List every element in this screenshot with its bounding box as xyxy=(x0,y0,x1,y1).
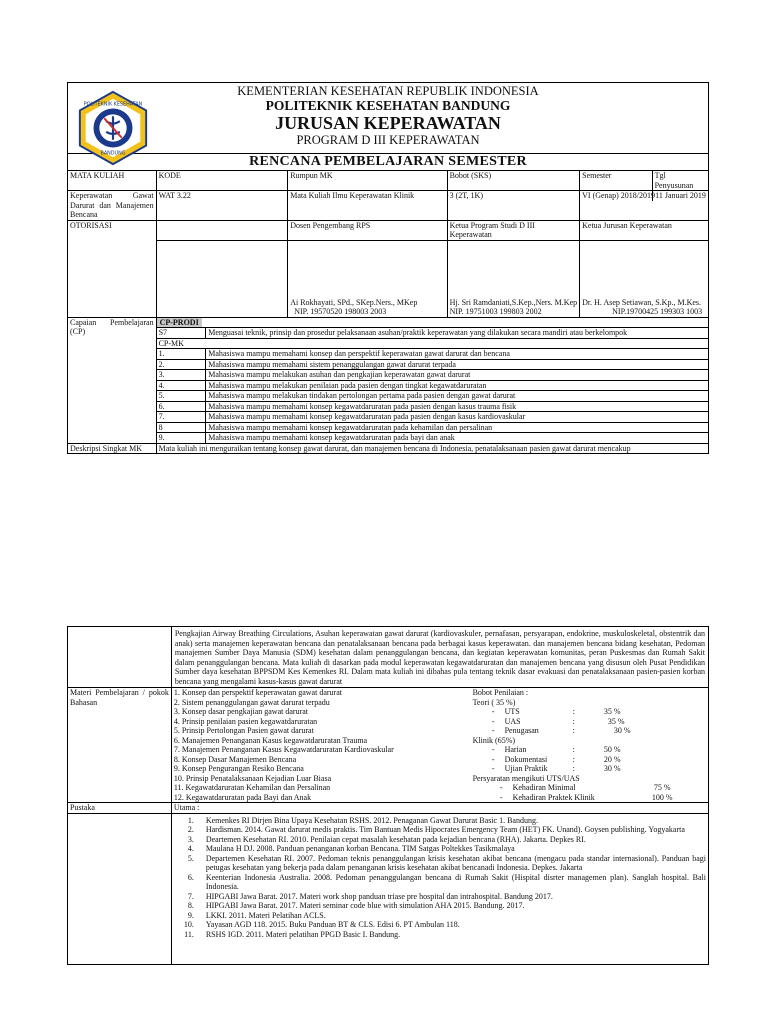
deskripsi-continued-row xyxy=(68,627,709,688)
cp-mk-text: Mahasiswa mampu memahami konsep kegawatdaruratan pada pasien dengan kasus kardiovaskular xyxy=(206,412,709,423)
label-cp: Capaian Pembelajaran (CP) xyxy=(68,317,157,443)
cp-s7-code: S7 xyxy=(156,328,206,339)
cp-mk-item xyxy=(68,349,709,360)
label-deskripsi: Deskripsi Singkat MK xyxy=(68,443,157,454)
cp-mk-no: 4. xyxy=(156,380,206,391)
cp-mk-no: 2. xyxy=(156,359,206,370)
cp-mk-no: 7. xyxy=(156,412,206,423)
label-semester: Semester xyxy=(580,171,652,190)
kaprodi-name: Hj. Sri Ramdaniati,S.Kep.,Ners. M.Kep xyxy=(449,297,578,307)
materi-item: 11. Kegawatdaruratan Kehamilan dan Persalinan xyxy=(173,783,331,792)
pustaka-item: 11. RSHS IGD. 2011. Materi pelatihan PPGD Basic I. Bandung. xyxy=(196,930,706,940)
label-bobot: Bobot (SKS) xyxy=(447,171,580,191)
cp-mk-item xyxy=(68,412,709,423)
bobot-harian: - Harian : 50 % xyxy=(491,745,621,754)
materi-item: 9. Konsep Pengurangan Resiko Bencana xyxy=(173,764,304,773)
materi-item: 8. Konsep Dasar Manajemen Bencana xyxy=(173,754,297,764)
label-otorisasi: OTORISASI xyxy=(68,220,157,317)
deskripsi-text-part1: Mata kuliah ini menguraikan tentang konsep gawat darurat, dan manajemen bencana di Indonesia, penatalaksanaan pasien gawat darurat mencakup xyxy=(156,443,708,454)
cp-mk-item xyxy=(68,391,709,402)
kaprodi-title: Ketua Program Studi D III Keperawatan xyxy=(447,220,580,240)
cp-mk-text: Mahasiswa mampu memahami konsep kegawatdaruratan pada bayi dan anak xyxy=(206,433,709,444)
pustaka-item: 1. Kemenkes RI Dirjen Bina Upaya Kesehatan RSHS. 2012. Penaganan Gawat Darurat Basic 1. Bandung. xyxy=(196,816,706,826)
value-rumpun: Mata Kuliah Ilmu Keperawatan Klinik xyxy=(288,191,447,221)
kajur-nip: NIP.19700425 199303 1003 xyxy=(612,307,703,316)
cp-mk-no: 3. xyxy=(156,370,206,381)
materi-item: 6. Manajemen Penanganan Kasus kegawatdaruratan Trauma xyxy=(173,735,368,745)
value-mata-kuliah: Keperawatan Gawat Darurat dan Manajemen Bencana xyxy=(68,191,157,221)
bobot-syarat: Persyaratan mengikuti UTS/UAS xyxy=(472,773,580,783)
polytechnic-name: POLITEKNIK KESEHATAN BANDUNG xyxy=(265,98,511,113)
ministry-name: KEMENTERIAN KESEHATAN REPUBLIK INDONESIA xyxy=(237,84,539,98)
cp-mk-item xyxy=(68,359,709,370)
materi-item: 4. Prinsip penilaian pasien kegawatdaruratan xyxy=(173,716,318,726)
dosen-nip: NIP. 19570520 198003 2003 xyxy=(294,307,387,316)
label-mata-kuliah: MATA KULIAH xyxy=(68,171,157,191)
header-text xyxy=(68,83,708,147)
kaprodi-nip: NIP. 19751003 199803 2002 xyxy=(449,307,542,316)
department-name: JURUSAN KEPERAWATAN xyxy=(275,113,501,133)
value-tgl: 11 Januari 2019 xyxy=(655,191,706,200)
rps-table-page-2 xyxy=(67,626,709,965)
materi-item: 3. Konsep dasar pengkajian gawat darurat xyxy=(173,707,308,716)
value-bobot: 3 (2T, 1K) xyxy=(447,191,580,221)
cp-mk-item xyxy=(68,422,709,433)
program-name: PROGRAM D III KEPERAWATAN xyxy=(296,133,480,147)
logo-text-top: POLITEKNIK KESEHATAN xyxy=(83,101,143,108)
bobot-teori: Teori ( 35 %) xyxy=(472,697,516,707)
materi-item: 7. Manajemen Penanganan Kasus Kegawatdaruratan Kardiovaskular xyxy=(173,745,394,754)
pustaka-item: 8. HIPGABI Jawa Barat. 2017. Materi seminar code blue with simulation AHA 2015. Bandung. 2017. xyxy=(196,901,706,911)
kajur-name: Dr. H. Asep Setiawan, S.Kp., M.Kes. xyxy=(582,297,702,307)
cp-mk-no: 1. xyxy=(156,349,206,360)
label-rumpun: Rumpun MK xyxy=(288,171,447,191)
bobot-penilaian xyxy=(471,688,709,803)
bobot-uts: - UTS : 35 % xyxy=(491,707,621,716)
bobot-klinik: Klinik (65%) xyxy=(472,735,516,745)
cp-mk-text: Mahasiswa mampu memahami konsep kegawatdaruratan pada kehamilan dan persalinan xyxy=(206,422,709,433)
dosen-signature xyxy=(288,240,447,317)
cp-prodi-label: CP-PRODI xyxy=(157,318,202,328)
cp-mk-no: 9. xyxy=(156,433,206,444)
cp-mk-text: Mahasiswa mampu melakukan penilaian pada pasien dengan tingkat kegawatdaruratan xyxy=(206,380,709,391)
cp-mk-item xyxy=(68,401,709,412)
cp-mk-text: Mahasiswa mampu melakukan tindakan pertolongan pertama pada pasien dengan gawat darurat xyxy=(206,391,709,402)
cp-s7-text: Menguasai teknik, prinsip dan prosedur pelaksanaan asuhan/praktik keperawatan yang dilakukan secara mandiri atau berkelompok xyxy=(206,328,709,339)
cp-mk-row xyxy=(68,338,709,349)
bobot-kehadiran-praktek: - Kehadiran Praktek Klinik 100 % xyxy=(499,792,673,802)
cp-mk-no: 8 xyxy=(156,422,206,433)
cp-s7-row xyxy=(68,328,709,339)
kajur-signature xyxy=(580,240,709,317)
pustaka-item: 4. Maulana H DJ. 2008. Panduan penanganan korban Bencana. TIM Satgas Poltekkes Tasikmalaya xyxy=(196,844,706,854)
kaprodi-signature xyxy=(447,240,580,317)
materi-row xyxy=(68,688,709,803)
label-pustaka: Pustaka xyxy=(68,803,172,814)
course-label-row xyxy=(68,171,709,191)
pustaka-list xyxy=(171,813,708,964)
materi-item: 12. Kegawatdaruratan pada Bayi dan Anak xyxy=(173,792,312,802)
signature-row xyxy=(68,240,709,317)
materi-item: 2. Sistem penanggulangan gawat darurat terpadu xyxy=(173,697,330,707)
document-title: RENCANA PEMBELAJARAN SEMESTER xyxy=(68,154,709,171)
dosen-name: Ai Rokhayati, SPd., SKep.Ners., MKep xyxy=(290,297,418,307)
cp-mk-text: Mahasiswa mampu memahami sistem penanggulangan gawat darurat terpada xyxy=(206,359,709,370)
poltekkes-bandung-logo-icon xyxy=(74,89,152,167)
logo xyxy=(74,89,152,170)
pustaka-item: 10. Yayasan AGD 118. 2015. Buku Panduan BT & CLS. Edisi 6. PT Ambulan 118. xyxy=(196,920,706,930)
pustaka-ordered-list xyxy=(174,816,706,940)
cp-mk-text: Mahasiswa mampu memahami konsep dan perspektif keperawatan gawat darurat dan bencana xyxy=(206,349,709,360)
bobot-kehadiran-minimal: - Kehadiran Minimal 75 % xyxy=(499,783,671,792)
cp-mk-item xyxy=(68,370,709,381)
course-value-row xyxy=(68,191,709,221)
cp-mk-item xyxy=(68,380,709,391)
cp-mk-label: CP-MK xyxy=(156,338,708,349)
materi-list xyxy=(171,688,470,803)
cp-mk-item xyxy=(68,433,709,444)
pustaka-item: 9. LKKI. 2011. Materi Pelatihan ACLS. xyxy=(196,911,706,921)
label-kode: KODE xyxy=(156,171,288,191)
pustaka-item: 6. Keenterian Indonesia Australia. 2008. Pedoman penanggulangan bencana di Rumah Sakit (Hispital disrter managemen plan). Sanglah hospital. Bali Indonesia. xyxy=(196,873,706,892)
cp-mk-text: Mahasiswa mampu memahami konsep kegawatdaruratan pada pasien dengan kasus trauma fisik xyxy=(206,401,709,412)
pustaka-item: 3. Deartemen Kesehatan RI. 2010. Penilaian cepat masalah kesehatan pada kejadian bencana (RHA). Jakarta. Depkes RI. xyxy=(196,835,706,845)
deskripsi-text-part2: Pengkajian Airway Breathing Circulations, Asuhan keperawatan gawat darurat (kardiovaskuler, pernafasan, persyarapan, endokrine, muskuloskeletal, obstentrik dan anak) serta manajemen keperawatan bencana dan penatalaksanaan bencana pada berbagai kasus keperawatan. dan manajemen bencana bidang kesehatan, Pedoman manajemen Sumber Daya Manusia (SDM) kesehatan dalam penanggulangan bencana, dan kegiatan keperawatan komunitas, peran Puskesmas dan Rumah Sakit dalam penanggulangan bencana. Mata kuliah di dasarkan pada modul keperawatan kegawatdaruratan dan manajemen bencana yang disusun oleh Pusat Pendidikan Sumber daya kesehatan BPPSDM Kes Kemenkes RI. Dalam mata kuliah ini dibahas pula tentang teknik dasar evakuasi dan penatalaksanaan pasien-pasien korban bencana yang mengalami kasus-kasus gawat darurat xyxy=(171,627,708,688)
cp-prodi-row xyxy=(68,317,709,328)
bobot-uas: - UAS : 35 % xyxy=(491,716,625,726)
materi-item: 5. Prinsip Pertolongan Pasien gawat darurat xyxy=(173,726,314,735)
pustaka-list-row xyxy=(68,813,709,964)
title-row xyxy=(68,154,709,171)
pustaka-item: 7. HIPGABI Jawa Barat. 2017. Materi work shop panduan triase pre hospital dan intrahospital. Bandung 2017. xyxy=(196,892,706,902)
otorisasi-row xyxy=(68,220,709,240)
value-kode: WAT 3.22 xyxy=(156,191,288,221)
header-row xyxy=(68,83,709,154)
cp-mk-no: 5. xyxy=(156,391,206,402)
bobot-title: Bobot Penilaian : xyxy=(472,688,529,697)
cp-mk-no: 6. xyxy=(156,401,206,412)
bobot-ujian: - Ujian Praktik : 30 % xyxy=(491,764,621,773)
materi-item: 1. Konsep dan perspektif keperawatan gawat darurat xyxy=(173,688,342,697)
bobot-penugasan: - Penugasan : 30 % xyxy=(491,726,631,735)
label-materi: Materi Pembelajaran / pokok Bahasan xyxy=(68,688,172,803)
pustaka-utama-row xyxy=(68,803,709,814)
label-tgl: Tgl Penyusunan xyxy=(654,171,694,190)
pustaka-item: 5. Departemen Kesehatan RI. 2007. Pedoman teknis penanggulangan krisis kesehatan akibat bencana (mengacu pada standar internasional). Panduan bagi petugas kesehatan yang bekerja pada dalam penanganan krisis kesehatan akibat bencanadi Indonesia. Depkes. Jakarta xyxy=(196,854,706,873)
materi-item: 10. Prinsip Penatalaksanaan Kejadian Luar Biasa xyxy=(173,773,332,783)
kajur-title: Ketua Jurusan Keperawatan xyxy=(580,220,709,240)
cp-mk-text: Mahasiswa mampu melakukan asuhan dan pengkajian keperawatan gawat darurat xyxy=(206,370,709,381)
deskripsi-row xyxy=(68,443,709,454)
rps-table-page-1 xyxy=(67,82,709,454)
value-semester: VI (Genap) 2018/2019 xyxy=(582,191,655,200)
logo-text-bottom: BANDUNG xyxy=(100,150,126,157)
bobot-dokumentasi: - Dokumentasi : 20 % xyxy=(491,754,621,764)
dosen-title: Dosen Pengembang RPS xyxy=(288,220,447,240)
pustaka-item: 2. Hardisman. 2014. Gawat darurat medis praktis. Tim Bantuan Medis Hipocrates Emergency Team (HET) FK. Unand). Goysen publishing. Yogyakarta xyxy=(196,825,706,835)
pustaka-utama-label: Utama : xyxy=(171,803,708,814)
